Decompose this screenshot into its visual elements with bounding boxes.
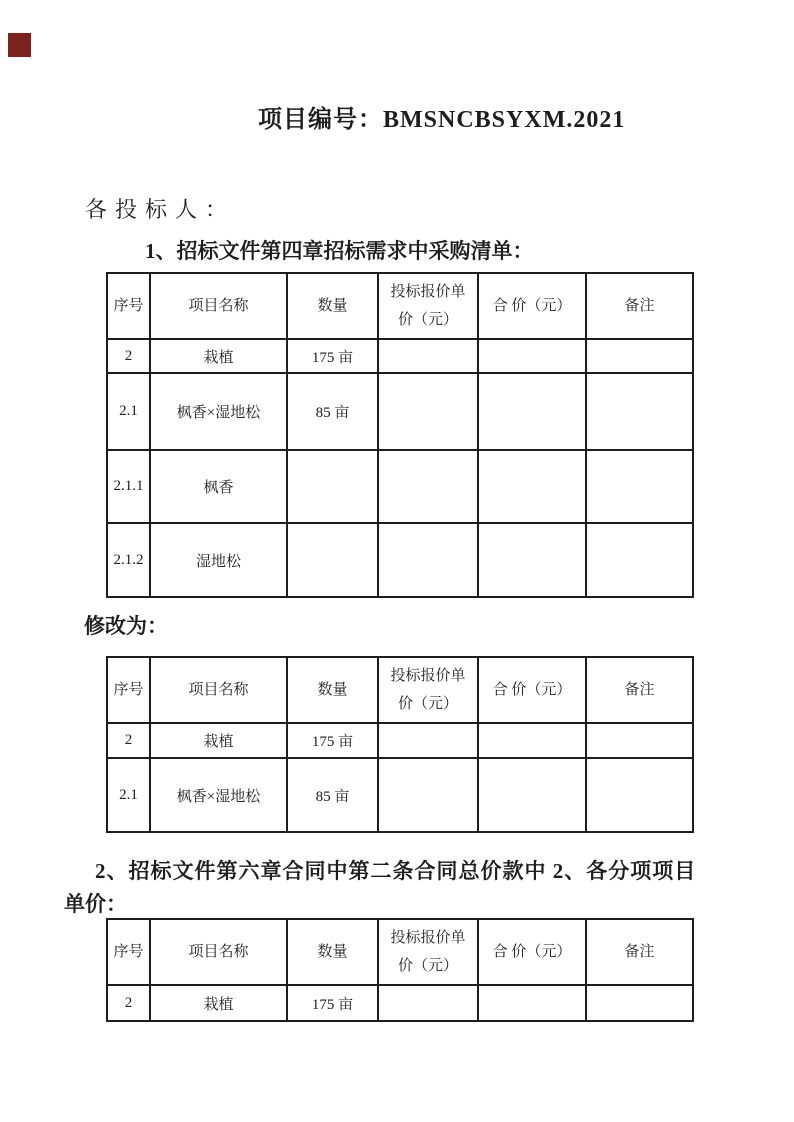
table-row [107, 450, 693, 523]
header-cell-seq: 序号 [107, 657, 150, 723]
header-cell-seq: 序号 [107, 919, 150, 985]
cell-name: 栽植 [150, 339, 287, 373]
cell-unit-price [378, 985, 478, 1021]
cell-remark [586, 339, 693, 373]
table-row [107, 985, 693, 1021]
unit-price-header-line1: 投标报价单 [390, 668, 466, 684]
header-cell-qty: 数量 [287, 273, 378, 339]
cell-total [478, 339, 586, 373]
header-cell-name: 项目名称 [150, 657, 287, 723]
header-cell-total: 合 价（元） [478, 273, 586, 339]
cell-qty [287, 523, 378, 597]
cell-unit-price [378, 523, 478, 597]
cell-total [478, 450, 586, 523]
unit-price-header-line1: 投标报价单 [390, 930, 466, 946]
cell-qty: 85 亩 [287, 758, 378, 832]
cell-qty: 85 亩 [287, 373, 378, 450]
unit-price-header-line2: 价（元） [397, 312, 458, 328]
page-title: 项目编号：BMSNCBSYXM.2021 [258, 107, 626, 133]
header-cell-qty: 数量 [287, 657, 378, 723]
cell-qty: 175 亩 [287, 985, 378, 1021]
unit-price-table [106, 918, 694, 1022]
header-cell-unit-price [378, 273, 478, 339]
modified-label: 修改为： [84, 614, 168, 638]
cell-seq: 2.1.2 [107, 523, 150, 597]
header-cell-remark: 备注 [586, 273, 693, 339]
salutation: 各投标人： [85, 197, 236, 222]
cell-name: 枫香 [150, 450, 287, 523]
cell-seq: 2.1.1 [107, 450, 150, 523]
cell-total [478, 523, 586, 597]
cell-name: 栽植 [150, 985, 287, 1021]
cell-total [478, 723, 586, 758]
cell-seq: 2 [107, 339, 150, 373]
header-cell-name: 项目名称 [150, 919, 287, 985]
unit-price-header-line1: 投标报价单 [390, 284, 466, 300]
cell-total [478, 758, 586, 832]
header-cell-remark: 备注 [586, 657, 693, 723]
scan-artifact-mark [8, 33, 31, 57]
cell-qty [287, 450, 378, 523]
modified-table [106, 656, 694, 833]
cell-remark [586, 758, 693, 832]
cell-total [478, 985, 586, 1021]
table-row [107, 523, 693, 597]
cell-remark [586, 450, 693, 523]
section1-heading: 1、招标文件第四章招标需求中采购清单： [145, 239, 534, 263]
header-cell-name: 项目名称 [150, 273, 287, 339]
cell-remark [586, 723, 693, 758]
table-header-row [107, 919, 693, 985]
procurement-table [106, 272, 694, 598]
cell-unit-price [378, 339, 478, 373]
cell-name: 枫香×湿地松 [150, 758, 287, 832]
cell-seq: 2 [107, 723, 150, 758]
cell-unit-price [378, 758, 478, 832]
header-cell-seq: 序号 [107, 273, 150, 339]
cell-remark [586, 373, 693, 450]
table-header-row [107, 273, 693, 339]
header-cell-qty: 数量 [287, 919, 378, 985]
cell-total [478, 373, 586, 450]
cell-qty: 175 亩 [287, 723, 378, 758]
cell-name: 湿地松 [150, 523, 287, 597]
cell-seq: 2.1 [107, 373, 150, 450]
unit-price-header-line2: 价（元） [397, 696, 458, 712]
section2-heading-line2: 单价： [64, 892, 127, 916]
table-row [107, 339, 693, 373]
unit-price-header-line2: 价（元） [397, 958, 458, 974]
cell-seq: 2 [107, 985, 150, 1021]
header-cell-total: 合 价（元） [478, 657, 586, 723]
table-row [107, 373, 693, 450]
cell-remark [586, 523, 693, 597]
cell-unit-price [378, 373, 478, 450]
cell-name: 枫香×湿地松 [150, 373, 287, 450]
cell-unit-price [378, 450, 478, 523]
cell-seq: 2.1 [107, 758, 150, 832]
table-header-row [107, 657, 693, 723]
header-cell-unit-price [378, 919, 478, 985]
header-cell-remark: 备注 [586, 919, 693, 985]
cell-name: 栽植 [150, 723, 287, 758]
section2-heading-line1: 2、招标文件第六章合同中第二条合同总价款中 2、各分项项目 [95, 859, 697, 883]
cell-remark [586, 985, 693, 1021]
table-row [107, 758, 693, 832]
header-cell-total: 合 价（元） [478, 919, 586, 985]
table-row [107, 723, 693, 758]
header-cell-unit-price [378, 657, 478, 723]
cell-unit-price [378, 723, 478, 758]
cell-qty: 175 亩 [287, 339, 378, 373]
